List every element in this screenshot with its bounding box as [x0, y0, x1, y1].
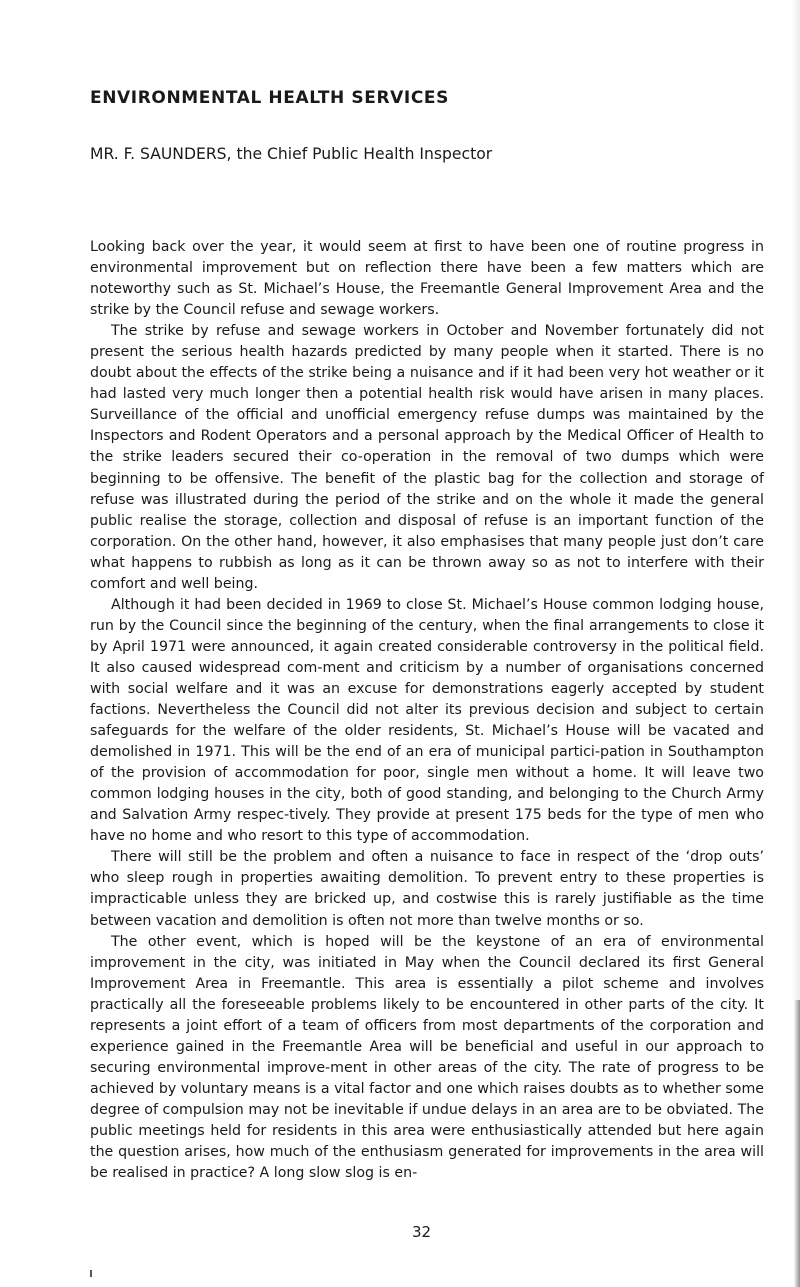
paragraph: There will still be the problem and often a nuisance to face in respect of the ‘drop outs’ who sleep rough in properties awaiting demolition. To prevent entry to these properties is impracticable unless they are bricked up, and costwise this is rarely justifiable as the time between vacation and demolition is often not more than twelve months or so. — [90, 849, 764, 929]
paragraph: Although it had been decided in 1969 to close St. Michael’s House common lodging house, run by the Council since the beginning of the century, when the final arrangements to close it by April 1971 were announced, it again created considerable controversy in the political field. It also caused widespread com-ment and criticism by a number of organisations concerned with social welfare and it was an excuse for demonstrations eagerly accepted by student factions. Nevertheless the Council did not alter its previous decision and subject to certain safeguards for the welfare of the older residents, St. Michael’s House will be vacated and demolished in 1971. This will be the end of an era of municipal partici-pation in Southampton of the provision of accommodation for poor, single men without a home. It will leave two common lodging houses in the city, both of good standing, and belonging to the Church Army and Salvation Army respec-tively. They provide at present 175 beds for the type of men who have no home and who resort to this type of accommodation. — [90, 596, 764, 845]
page-number: 32 — [412, 1223, 432, 1241]
section-heading: ENVIRONMENTAL HEALTH SERVICES — [90, 88, 449, 108]
paragraph: The other event, which is hoped will be the keystone of an era of environmental improvement in the city, was initiated in May when the Council declared its first General Improvement Area in Freemantle. This area is essentially a pilot scheme and involves practically all the foreseeable problems likely to be encountered in other parts of the city. It represents a joint effort of a team of officers from most departments of the corporation and experience gained in the Freemantle Area will be beneficial and useful in our approach to securing environmental improve-ment in other areas of the city. The rate of progress to be achieved by voluntary means is a vital factor and one which raises doubts as to whether some degree of compulsion may not be inevitable if undue delays in an area are to be obviated. The public meetings held for residents in this area were enthusiastically attended but here again the question arises, how much of the enthusiasm generated for improvements in the area will be realised in practice? A long slow slog is en- — [90, 933, 764, 1182]
paragraph: Looking back over the year, it would seem at first to have been one of routine progress in environmental improvement but on reflection there have been a few matters which are noteworthy such as St. Michael’s House, the Freemantle General Improvement Area and the strike by the Council refuse and sewage workers. — [90, 239, 764, 319]
author-byline: MR. F. SAUNDERS, the Chief Public Health Inspector — [90, 145, 493, 163]
body-text — [90, 237, 764, 1184]
scan-speck — [90, 1270, 92, 1277]
paragraph: The strike by refuse and sewage workers in October and November fortunately did not present the serious health hazards predicted by many people when it started. There is no doubt about the effects of the strike being a nuisance and if it had been very hot weather or it had lasted very much longer then a potential health risk would have arisen in many places. Surveillance of the official and unofficial emergency refuse dumps was maintained by the Inspectors and Rodent Operators and a personal approach by the Medical Officer of Health to the strike leaders secured their co-operation in the removal of two dumps which were beginning to be offensive. The benefit of the plastic bag for the collection and storage of refuse was illustrated during the period of the strike and on the whole it made the general public realise the storage, collection and disposal of refuse is an important function of the corporation. On the other hand, however, it also emphasises that many people just don’t care what happens to rubbish as long as it can be thrown away so as not to interfere with their comfort and well being. — [90, 323, 764, 592]
scan-edge-shadow-dark — [794, 1000, 800, 1287]
